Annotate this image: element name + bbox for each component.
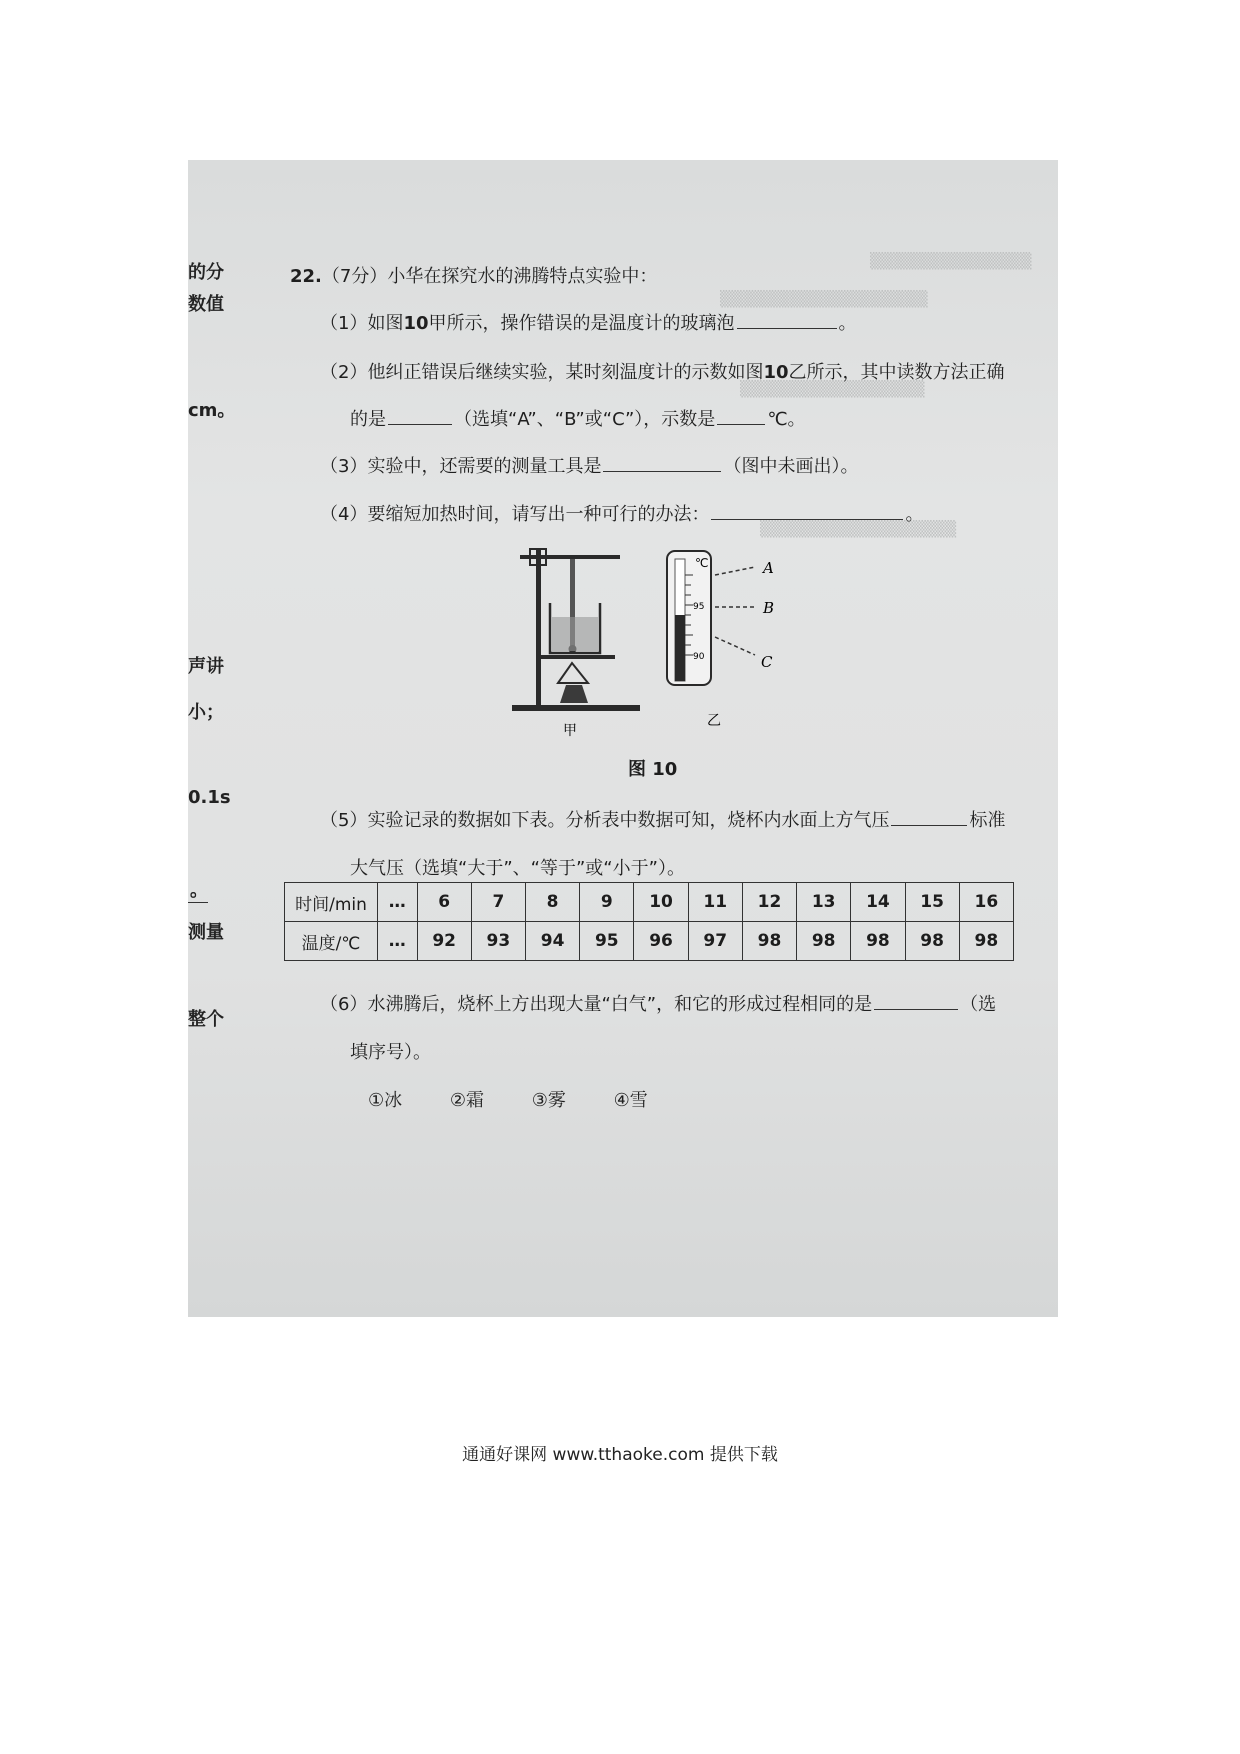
table-cell: 98: [851, 922, 905, 961]
table-header-time: 时间/min: [285, 883, 378, 922]
table-cell: 92: [417, 922, 471, 961]
question-number: 22.: [290, 266, 322, 287]
tick-95: 95: [693, 602, 705, 612]
margin-fragment: 的分: [188, 262, 224, 283]
subquestion-1: [320, 309, 857, 335]
subquestion-6: [320, 990, 996, 1016]
table-cell: 7: [471, 883, 525, 922]
figure-10-apparatus: [500, 535, 650, 745]
q2-line2-prefix: 的是: [350, 409, 386, 430]
label-yi: 乙: [707, 713, 721, 729]
q1-end: 。: [838, 313, 857, 334]
view-b-label: B: [763, 599, 775, 617]
question-score: （7分）: [321, 266, 388, 287]
data-table: [284, 882, 1014, 961]
q5-end: 标准: [969, 810, 1006, 831]
question-header: [290, 262, 657, 288]
table-cell: 6: [417, 883, 471, 922]
question-intro: 小华在探究水的沸腾特点实验中：: [387, 266, 658, 287]
q6-end: （选: [960, 994, 997, 1015]
q2-line2-unit: ℃。: [767, 409, 806, 430]
table-cell: 11: [688, 883, 742, 922]
table-row-temperature: [285, 922, 1014, 961]
table-cell: 9: [580, 883, 634, 922]
bleed-through-text: ▒▒▒▒▒▒▒▒▒▒▒▒▒▒: [870, 252, 1032, 270]
table-cell: 98: [797, 922, 851, 961]
option-4: ④雪: [613, 1090, 648, 1111]
footer-source: 通通好课网 www.tthaoke.com 提供下载: [462, 1445, 778, 1465]
table-cell: …: [378, 883, 418, 922]
subquestion-5-line2: 大气压（选填“大于”、“等于”或“小于”）。: [350, 858, 685, 879]
table-cell: 98: [905, 922, 959, 961]
table-cell: 13: [797, 883, 851, 922]
margin-fragment: 声讲: [188, 656, 224, 677]
answer-blank-2a[interactable]: [388, 406, 452, 425]
tick-90: 90: [693, 652, 705, 662]
figure-10-thermometer: [655, 545, 815, 745]
table-cell: 12: [742, 883, 796, 922]
q5-text: （5）实验记录的数据如下表。分析表中数据可知，烧杯内水面上方气压: [320, 810, 890, 831]
q2-line2-mid: （选填“A”、“B”或“C”），示数是: [454, 409, 716, 430]
subquestion-6-line2: 填序号）。: [350, 1042, 431, 1063]
label-jia: 甲: [563, 723, 577, 739]
q2-figure-number: 10: [763, 362, 789, 383]
answer-blank-1[interactable]: [737, 310, 837, 329]
margin-fragment: 测量: [188, 922, 224, 943]
option-3: ③雾: [531, 1090, 566, 1111]
q3-text: （3）实验中，还需要的测量工具是: [320, 456, 602, 477]
q1-text: 甲所示，操作错误的是温度计的玻璃泡: [428, 313, 735, 334]
table-cell: …: [378, 922, 418, 961]
q3-end: （图中未画出）。: [723, 456, 859, 477]
figure-caption: 图 10: [628, 759, 678, 780]
bleed-through-text: ▒▒▒▒▒▒▒▒▒▒▒▒▒▒▒▒▒▒: [720, 290, 928, 308]
subquestion-4: [320, 500, 923, 526]
table-cell: 15: [905, 883, 959, 922]
table-cell: 98: [742, 922, 796, 961]
answer-blank-4[interactable]: [711, 501, 903, 520]
table-cell: 16: [959, 883, 1013, 922]
q6-text: （6）水沸腾后，烧杯上方出现大量“白气”，和它的形成过程相同的是: [320, 994, 873, 1015]
table-cell: 95: [580, 922, 634, 961]
margin-fragment: 小；: [188, 702, 224, 723]
bleed-through-text: ▒▒▒▒▒▒▒▒▒▒▒▒▒▒▒▒▒: [760, 520, 957, 538]
margin-fragment: cm。: [188, 400, 236, 421]
view-c-label: C: [761, 653, 773, 671]
margin-fragment: 。: [188, 876, 208, 903]
subquestion-2-line2: [350, 405, 806, 431]
table-cell: 93: [471, 922, 525, 961]
answer-blank-6[interactable]: [874, 991, 958, 1010]
table-cell: 98: [959, 922, 1013, 961]
answer-blank-2b[interactable]: [717, 406, 765, 425]
table-cell: 94: [525, 922, 579, 961]
q1-prefix: （1）如图: [320, 313, 404, 334]
q2-text: 乙所示，其中读数方法正确: [788, 362, 1005, 383]
answer-blank-5[interactable]: [891, 807, 967, 826]
subquestion-2: [320, 358, 1005, 384]
subquestion-3: [320, 452, 858, 478]
q4-text: （4）要缩短加热时间，请写出一种可行的办法：: [320, 504, 710, 525]
table-row-time: [285, 883, 1014, 922]
margin-fragment: 整个: [188, 1009, 224, 1030]
option-2: ②霜: [449, 1090, 485, 1111]
subquestion-5: [320, 806, 1005, 832]
margin-fragment: 数值: [188, 294, 224, 315]
q1-figure-number: 10: [403, 313, 429, 334]
table-header-temperature: 温度/℃: [285, 922, 378, 961]
margin-fragment: 0.1s: [188, 787, 231, 808]
table-cell: 8: [525, 883, 579, 922]
view-a-label: A: [763, 559, 774, 577]
table-cell: 10: [634, 883, 688, 922]
option-1: ①冰: [368, 1090, 403, 1111]
q2-prefix: （2）他纠正错误后继续实验，某时刻温度计的示数如图: [320, 362, 764, 383]
thermometer-unit: ℃: [695, 556, 709, 570]
table-cell: 96: [634, 922, 688, 961]
bleed-through-text: ▒▒▒▒▒▒▒▒▒▒▒▒▒▒▒▒: [740, 380, 925, 398]
table-cell: 14: [851, 883, 905, 922]
options-row: [368, 1086, 690, 1112]
table-cell: 97: [688, 922, 742, 961]
q4-end: 。: [905, 504, 924, 525]
answer-blank-3[interactable]: [603, 453, 721, 472]
